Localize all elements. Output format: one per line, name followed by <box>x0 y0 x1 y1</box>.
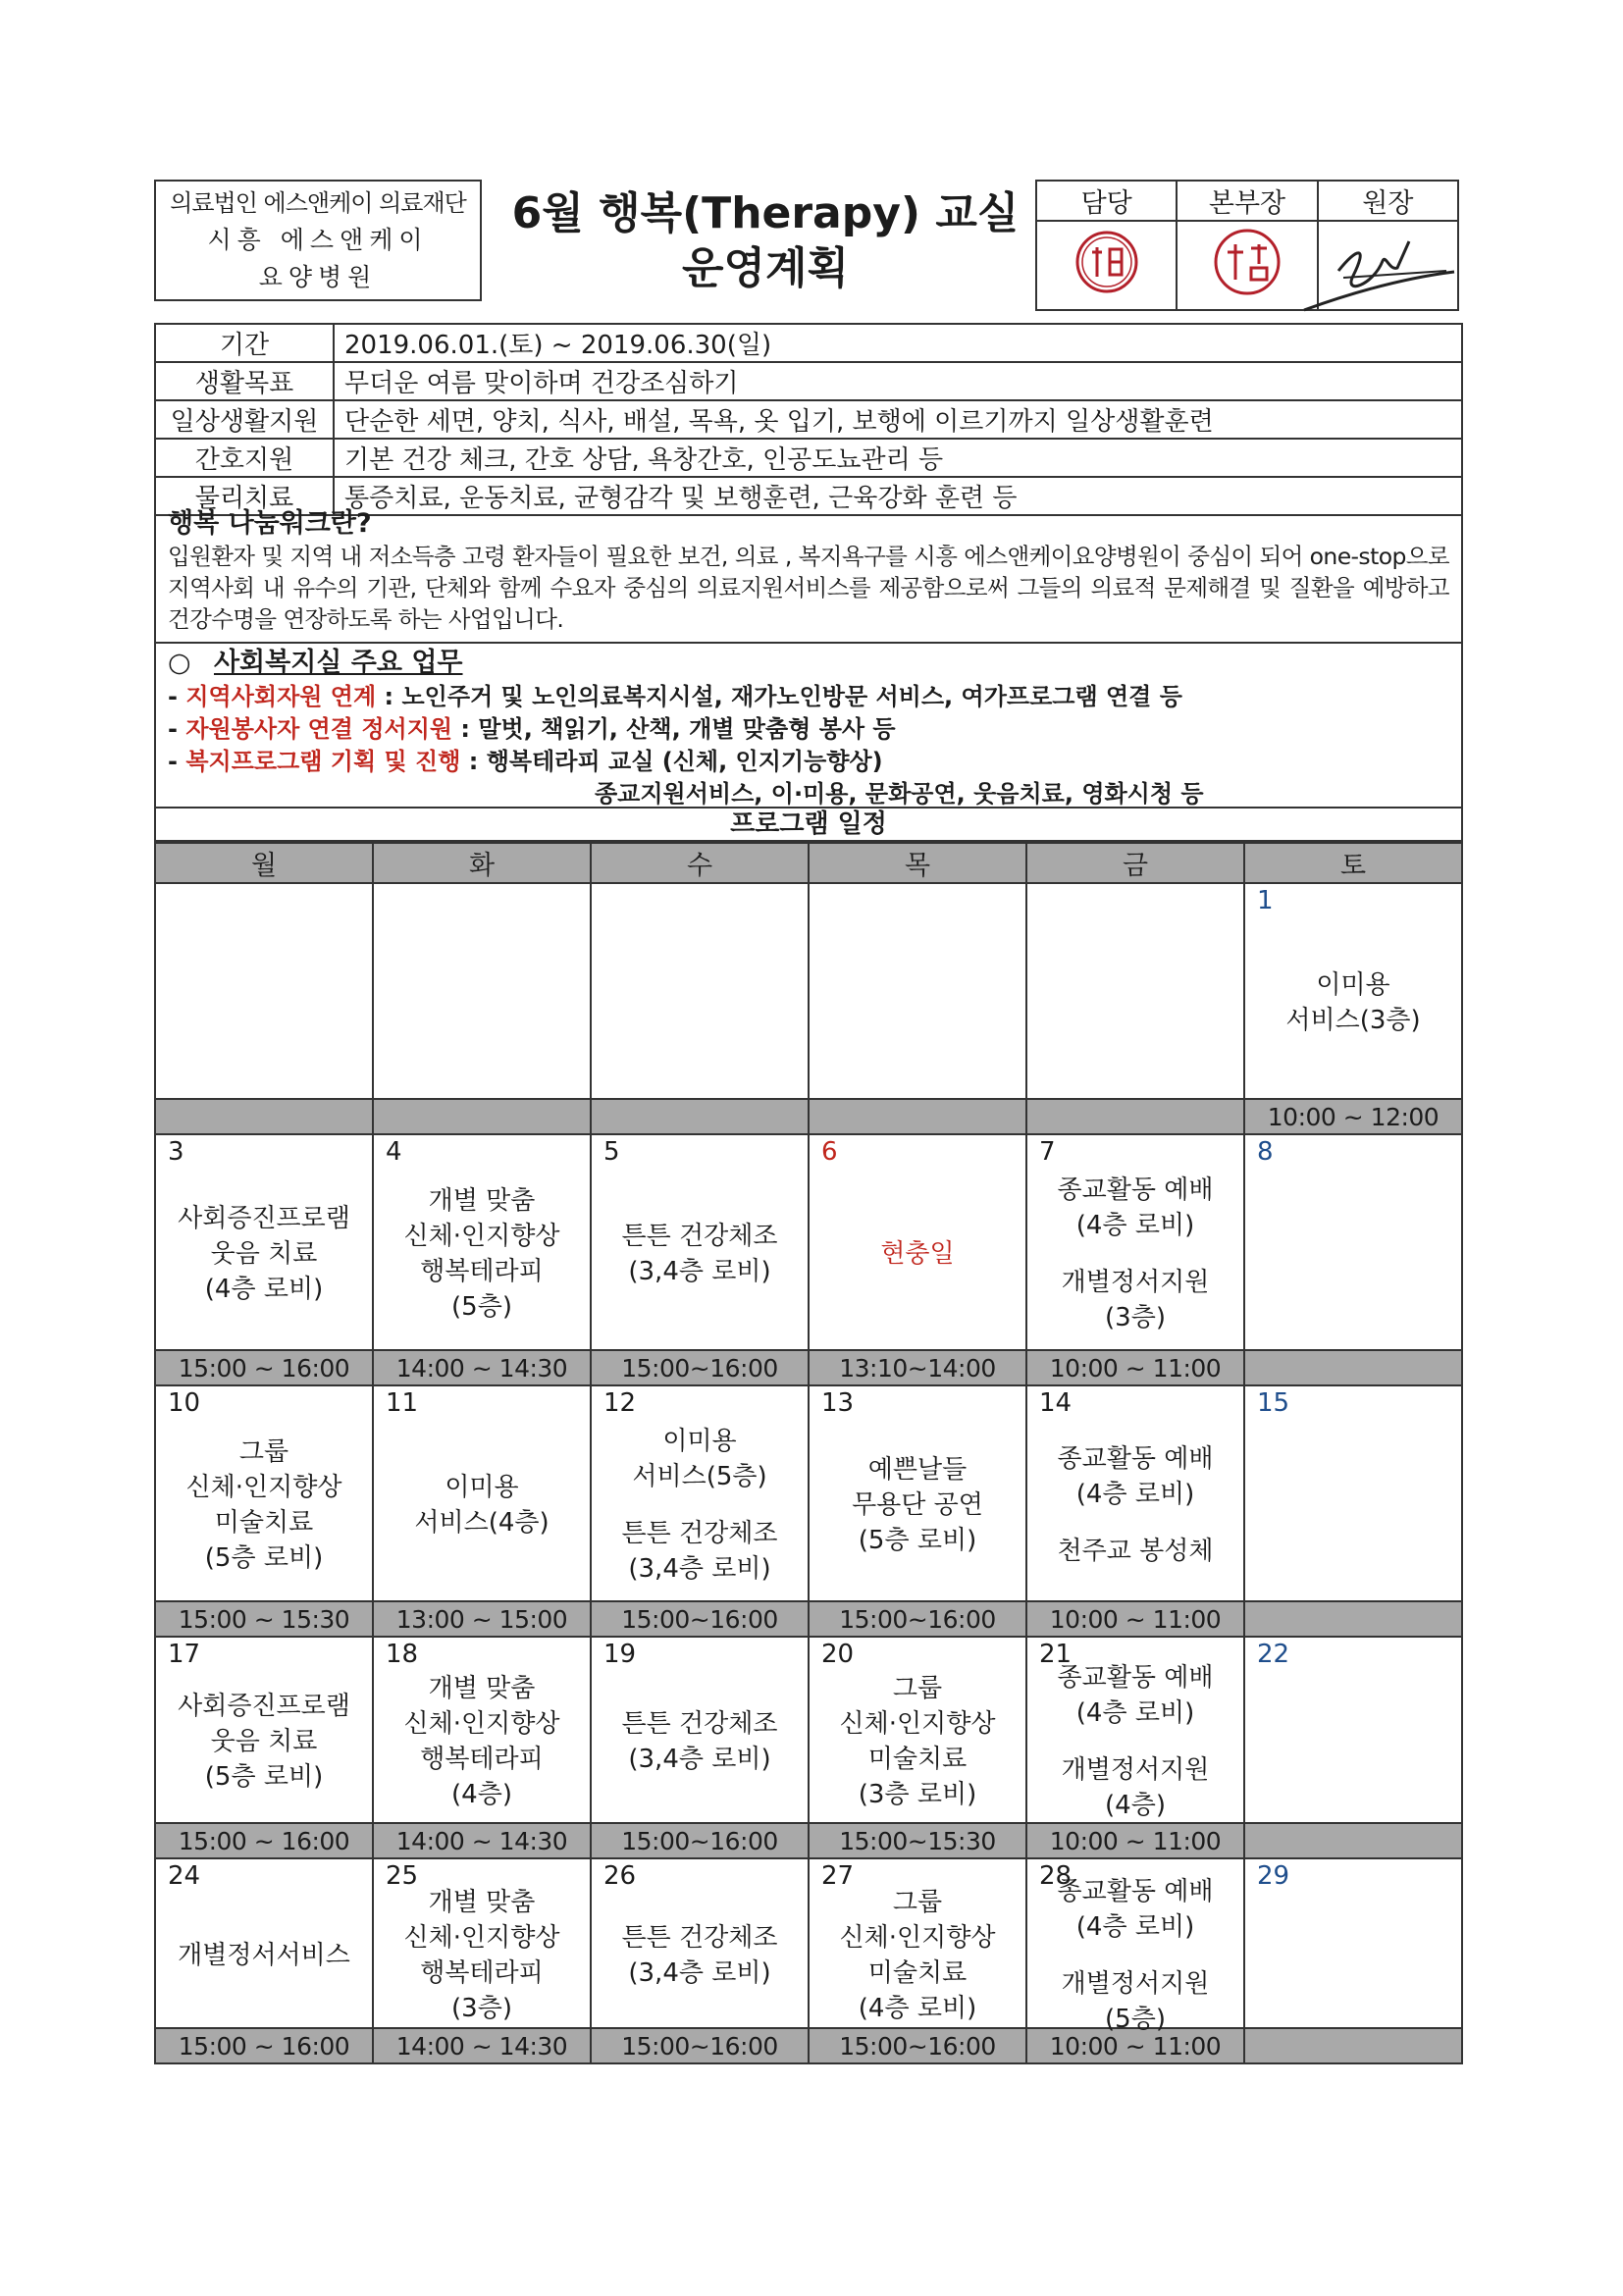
calendar-day-cell <box>155 1637 373 1823</box>
calendar-day-cell <box>1026 1385 1244 1601</box>
line-prefix: - <box>168 683 186 710</box>
organization-box <box>154 180 482 301</box>
info-row-nursing <box>155 439 1462 477</box>
week-time-row <box>155 1601 1462 1637</box>
event-time <box>1244 1823 1462 1858</box>
day-events <box>1245 908 1461 1098</box>
event-time: 15:00 ~ 16:00 <box>155 1823 373 1858</box>
welfare-title: 사회복지실 주요 업무 <box>213 648 463 678</box>
approval-signature-chief <box>1318 221 1458 310</box>
event-text: 사회증진프로램 <box>178 1204 350 1233</box>
welfare-desc: : 행복테라피 교실 (신체, 인지기능향상) <box>460 748 883 775</box>
day-number: 11 <box>386 1388 419 1418</box>
info-label: 생활목표 <box>155 362 334 400</box>
schedule-calendar <box>154 842 1463 2064</box>
event-text: 종교활동 예배 <box>1057 1444 1214 1474</box>
event-text: 사회증진프로램 <box>178 1692 350 1721</box>
week-time-row <box>155 2028 1462 2063</box>
calendar-day-cell <box>809 883 1026 1099</box>
event-text: (5층 로비) <box>204 1543 324 1573</box>
info-label: 일상생활지원 <box>155 400 334 439</box>
event-text: (4층 로비) <box>1075 1911 1195 1942</box>
week-row <box>155 1637 1462 1823</box>
calendar-day-cell <box>809 1385 1026 1601</box>
event-time: 13:10~14:00 <box>809 1350 1026 1385</box>
event-text: 웃음 치료 <box>210 1239 318 1269</box>
calendar-day-cell <box>591 1134 809 1350</box>
day-events <box>156 1410 372 1600</box>
day-events <box>810 908 1025 1098</box>
event-text: 튼튼 건강체조 <box>621 1222 778 1251</box>
welfare-desc: : 노인주거 및 노인의료복지시설, 재가노인방문 서비스, 여가프로그램 연결 등 <box>376 683 1182 710</box>
event-text: 개별정서지원 <box>1061 1755 1210 1785</box>
day-number: 25 <box>386 1861 419 1891</box>
day-number: 20 <box>821 1640 855 1669</box>
day-events <box>1027 1410 1243 1600</box>
day-number: 18 <box>386 1640 419 1669</box>
event-text: 개별 맞춤 <box>428 1186 536 1216</box>
calendar-day-cell <box>155 1858 373 2028</box>
weekday-header: 월 <box>155 843 373 883</box>
event-time <box>1244 1350 1462 1385</box>
weekday-header: 수 <box>591 843 809 883</box>
event-text: 미술치료 <box>867 1957 968 1988</box>
event-text: 종교활동 예배 <box>1057 1175 1214 1205</box>
schedule-title: 프로그램 일정 <box>154 809 1463 842</box>
event-time: 14:00 ~ 14:30 <box>373 1823 591 1858</box>
document-title <box>491 186 1040 296</box>
event-time <box>1026 1099 1244 1134</box>
event-text: 신체·인지향상 <box>839 1922 996 1953</box>
approval-header-staff: 담당 <box>1036 181 1177 221</box>
title-line-1: 6월 행복(Therapy) 교실 <box>511 188 1020 238</box>
calendar-day-cell <box>155 1134 373 1350</box>
day-number: 13 <box>821 1388 855 1418</box>
event-text: 미술치료 <box>867 1745 968 1774</box>
event-text: 서비스(3층) <box>1285 1006 1421 1035</box>
event-text: (3층) <box>1105 1303 1166 1332</box>
day-events <box>1245 1159 1461 1349</box>
org-line: 요양병원 <box>258 263 378 291</box>
event-text: 종교활동 예배 <box>1057 1663 1214 1693</box>
event-text: (4층) <box>1105 1791 1166 1820</box>
day-events <box>1027 1159 1243 1349</box>
calendar-day-cell <box>591 1385 809 1601</box>
weekday-header: 목 <box>809 843 1026 883</box>
day-events <box>1027 1661 1243 1822</box>
event-text: 이미용 <box>445 1473 519 1502</box>
week-time-row <box>155 1350 1462 1385</box>
day-number: 24 <box>168 1861 201 1891</box>
event-text: 행복테라피 <box>420 1257 544 1286</box>
info-value: 무더운 여름 맞이하며 건강조심하기 <box>334 362 1462 400</box>
event-time: 15:00~16:00 <box>591 1350 809 1385</box>
day-number: 27 <box>821 1861 855 1891</box>
day-number: 22 <box>1257 1640 1290 1669</box>
event-time: 14:00 ~ 14:30 <box>373 1350 591 1385</box>
welfare-key: 복지프로그램 기획 및 진행 <box>185 748 461 775</box>
event-text: (4층 로비) <box>1075 1211 1195 1240</box>
intro-body: 입원환자 및 지역 내 저소득층 고령 환자들이 필요한 보건, 의료 , 복지욕구를 시흥 에스앤케이요양병원이 중심이 되어 one-stop으로 지역사회 내 유수의 기관, 단체와 함께 수요자 중심의 의료지원서비스를 제공함으로써 그들의 의료적 문제해결 및 질환을 예방하고 건강수명을 연장하도록 하는 사업입니다. <box>168 543 1449 633</box>
day-number: 1 <box>1257 886 1274 915</box>
event-time: 10:00 ~ 11:00 <box>1026 2028 1244 2063</box>
event-text: 서비스(4층) <box>414 1508 550 1538</box>
calendar-day-cell <box>373 1385 591 1601</box>
day-number: 17 <box>168 1640 201 1669</box>
day-events <box>156 1159 372 1349</box>
day-events <box>374 1410 590 1600</box>
calendar-day-cell <box>1244 1858 1462 2028</box>
event-text: (4층) <box>451 1780 512 1809</box>
event-time: 15:00~16:00 <box>591 2028 809 2063</box>
day-number: 7 <box>1039 1137 1056 1167</box>
day-events <box>592 908 808 1098</box>
day-events <box>374 1883 590 2027</box>
calendar-day-cell <box>1244 883 1462 1099</box>
approval-stamp-staff <box>1036 221 1177 310</box>
event-text: 미술치료 <box>214 1508 314 1538</box>
event-text: 그룹 <box>892 1674 943 1703</box>
event-text: 개별 맞춤 <box>428 1887 536 1917</box>
event-time <box>373 1099 591 1134</box>
info-label: 기간 <box>155 324 334 362</box>
info-value: 2019.06.01.(토) ~ 2019.06.30(일) <box>334 324 1462 362</box>
event-time: 13:00 ~ 15:00 <box>373 1601 591 1637</box>
info-row-daily-support <box>155 400 1462 439</box>
event-time: 15:00~16:00 <box>591 1823 809 1858</box>
day-number: 5 <box>603 1137 620 1167</box>
event-text: 신체·인지향상 <box>839 1709 996 1739</box>
event-text: (4층 로비) <box>1075 1698 1195 1728</box>
event-text: 웃음 치료 <box>210 1727 318 1756</box>
week-time-row <box>155 1099 1462 1134</box>
event-time <box>1244 2028 1462 2063</box>
info-label: 물리치료 <box>155 477 334 515</box>
handwritten-signature-icon <box>1299 217 1456 315</box>
day-number: 12 <box>603 1388 637 1418</box>
welfare-heading <box>168 646 1449 681</box>
day-number: 6 <box>821 1137 838 1167</box>
welfare-key: 자원봉사자 연결 정서지원 <box>185 715 453 743</box>
event-time: 10:00 ~ 11:00 <box>1026 1823 1244 1858</box>
event-time: 10:00 ~ 12:00 <box>1244 1099 1462 1134</box>
event-text: (3,4층 로비) <box>628 1257 771 1286</box>
event-time <box>591 1099 809 1134</box>
calendar-day-cell <box>591 1637 809 1823</box>
calendar-day-cell <box>1244 1637 1462 1823</box>
day-events <box>592 1661 808 1822</box>
day-number: 26 <box>603 1861 637 1891</box>
approval-stamp-director <box>1177 221 1317 310</box>
week-row <box>155 1134 1462 1350</box>
calendar-day-cell <box>1026 1637 1244 1823</box>
event-text: (5층) <box>451 1292 512 1322</box>
calendar-day-cell <box>1026 1134 1244 1350</box>
event-text: 개별정서지원 <box>1061 1268 1210 1297</box>
day-number: 29 <box>1257 1861 1290 1891</box>
event-time: 15:00 ~ 16:00 <box>155 1350 373 1385</box>
calendar-day-cell <box>1026 883 1244 1099</box>
calendar-day-cell <box>1244 1134 1462 1350</box>
line-prefix: - <box>168 748 186 775</box>
event-text: 종교활동 예배 <box>1057 1876 1214 1906</box>
event-text: (5층 로비) <box>858 1526 977 1555</box>
event-text: (4층 로비) <box>204 1275 324 1304</box>
event-text: 신체·인지향상 <box>185 1473 342 1502</box>
event-text: (3,4층 로비) <box>628 1554 771 1584</box>
calendar-day-cell <box>373 1637 591 1823</box>
week-time-row <box>155 1823 1462 1858</box>
event-text: (4층 로비) <box>1075 1480 1195 1509</box>
welfare-line <box>168 746 1449 778</box>
event-time: 15:00 ~ 15:30 <box>155 1601 373 1637</box>
event-text: 이미용 <box>662 1427 737 1456</box>
seal-stamp-icon <box>1073 228 1141 296</box>
day-events <box>1245 1661 1461 1822</box>
weekday-header: 금 <box>1026 843 1244 883</box>
day-events <box>592 1159 808 1349</box>
event-text: 그룹 <box>238 1437 289 1467</box>
day-events <box>810 1661 1025 1822</box>
week-row <box>155 1385 1462 1601</box>
event-text: 이미용 <box>1316 970 1390 1000</box>
event-text: 서비스(5층) <box>632 1462 767 1491</box>
welfare-line <box>168 713 1449 746</box>
event-text: (3층) <box>451 1993 512 2023</box>
event-text: (4층 로비) <box>858 1993 977 2023</box>
event-text: 개별정서서비스 <box>178 1940 350 1970</box>
day-events <box>592 1883 808 2027</box>
calendar-body <box>155 883 1462 2063</box>
event-text: 행복테라피 <box>420 1957 544 1988</box>
info-value: 단순한 세면, 양치, 식사, 배설, 목욕, 옷 입기, 보행에 이르기까지 일상생활훈련 <box>334 400 1462 439</box>
calendar-day-cell <box>373 1134 591 1350</box>
event-text: (5층 로비) <box>204 1762 324 1792</box>
day-number: 28 <box>1039 1861 1073 1891</box>
day-events <box>156 1661 372 1822</box>
day-events <box>1245 1410 1461 1600</box>
event-text: 천주교 봉성체 <box>1057 1537 1214 1566</box>
info-label: 간호지원 <box>155 439 334 477</box>
event-text: (3,4층 로비) <box>628 1957 771 1988</box>
event-text: 그룹 <box>892 1887 943 1917</box>
calendar-day-cell <box>155 883 373 1099</box>
event-text: 신체·인지향상 <box>403 1922 560 1953</box>
day-events <box>156 1883 372 2027</box>
info-table <box>154 323 1463 516</box>
info-value: 통증치료, 운동치료, 균형감각 및 보행훈련, 근육강화 훈련 등 <box>334 477 1462 515</box>
day-events <box>156 908 372 1098</box>
day-number: 4 <box>386 1137 402 1167</box>
event-text: 개별정서지원 <box>1061 1968 1210 1999</box>
day-number: 3 <box>168 1137 184 1167</box>
event-time: 14:00 ~ 14:30 <box>373 2028 591 2063</box>
day-events <box>374 1661 590 1822</box>
info-row-goal <box>155 362 1462 400</box>
day-events <box>374 1159 590 1349</box>
day-number: 21 <box>1039 1640 1073 1669</box>
day-number: 19 <box>603 1640 637 1669</box>
info-row-period <box>155 324 1462 362</box>
day-events <box>1245 1883 1461 2027</box>
calendar-day-cell <box>1026 1858 1244 2034</box>
circle-bullet-icon: ○ <box>168 648 191 678</box>
org-line: 의료법인 에스앤케이 의료재단 <box>170 189 466 217</box>
event-time <box>1244 1601 1462 1637</box>
event-text: 튼튼 건강체조 <box>621 1922 778 1953</box>
event-time: 10:00 ~ 11:00 <box>1026 1350 1244 1385</box>
event-time: 10:00 ~ 11:00 <box>1026 1601 1244 1637</box>
calendar-day-cell <box>1244 1385 1462 1601</box>
event-text: 신체·인지향상 <box>403 1222 560 1251</box>
day-events <box>810 1159 1025 1349</box>
event-text: (3,4층 로비) <box>628 1745 771 1774</box>
info-value: 기본 건강 체크, 간호 상담, 욕창간호, 인공도뇨관리 등 <box>334 439 1462 477</box>
welfare-key: 지역사회자원 연계 <box>185 683 377 710</box>
event-time: 15:00~16:00 <box>809 1601 1026 1637</box>
event-time <box>809 1099 1026 1134</box>
event-text: 무용단 공연 <box>852 1490 983 1520</box>
event-time: 15:00~15:30 <box>809 1823 1026 1858</box>
welfare-line <box>168 681 1449 713</box>
welfare-continuation: 종교지원서비스, 이·미용, 문화공연, 웃음치료, 영화시청 등 <box>595 780 1204 808</box>
event-time: 15:00~16:00 <box>591 1601 809 1637</box>
calendar-day-cell <box>591 883 809 1099</box>
approval-header-director: 본부장 <box>1177 181 1317 221</box>
event-text: 튼튼 건강체조 <box>621 1519 778 1548</box>
day-number: 8 <box>1257 1137 1274 1167</box>
approval-header-chief: 원장 <box>1318 181 1458 221</box>
intro-title: 행복 나눔워크란? <box>168 508 372 539</box>
event-text: 행복테라피 <box>420 1745 544 1774</box>
approval-table <box>1035 180 1459 311</box>
weekday-header-row <box>155 843 1462 883</box>
event-text: 현충일 <box>880 1239 955 1269</box>
event-text: (5층) <box>1105 2004 1166 2034</box>
seal-stamp-icon <box>1210 225 1284 299</box>
calendar-day-cell <box>809 1637 1026 1823</box>
event-text: 예쁜날들 <box>867 1455 968 1485</box>
weekday-header: 토 <box>1244 843 1462 883</box>
calendar-day-cell <box>809 1858 1026 2028</box>
calendar-day-cell <box>373 1858 591 2028</box>
event-time: 15:00 ~ 16:00 <box>155 2028 373 2063</box>
calendar-day-cell <box>809 1134 1026 1350</box>
event-text: 튼튼 건강체조 <box>621 1709 778 1739</box>
title-line-2: 운영계획 <box>681 243 849 293</box>
org-line: 시흥 에스앤케이 <box>207 226 429 254</box>
event-text: 개별 맞춤 <box>428 1674 536 1703</box>
event-text: 신체·인지향상 <box>403 1709 560 1739</box>
day-events <box>374 908 590 1098</box>
line-prefix: - <box>168 715 186 743</box>
event-time <box>155 1099 373 1134</box>
welfare-section <box>154 644 1463 809</box>
day-events <box>1027 908 1243 1098</box>
calendar-day-cell <box>373 883 591 1099</box>
day-number: 14 <box>1039 1388 1073 1418</box>
day-number: 10 <box>168 1388 201 1418</box>
weekday-header: 화 <box>373 843 591 883</box>
day-events <box>810 1410 1025 1600</box>
day-number: 15 <box>1257 1388 1290 1418</box>
day-events <box>810 1883 1025 2027</box>
calendar-day-cell <box>155 1385 373 1601</box>
week-row <box>155 883 1462 1099</box>
week-row <box>155 1858 1462 2028</box>
event-text: (3층 로비) <box>858 1780 977 1809</box>
welfare-desc: : 말벗, 책읽기, 산책, 개별 맞춤형 봉사 등 <box>452 715 896 743</box>
calendar-day-cell <box>591 1858 809 2028</box>
intro-section <box>154 503 1463 644</box>
event-time: 15:00~16:00 <box>809 2028 1026 2063</box>
day-events <box>592 1410 808 1600</box>
